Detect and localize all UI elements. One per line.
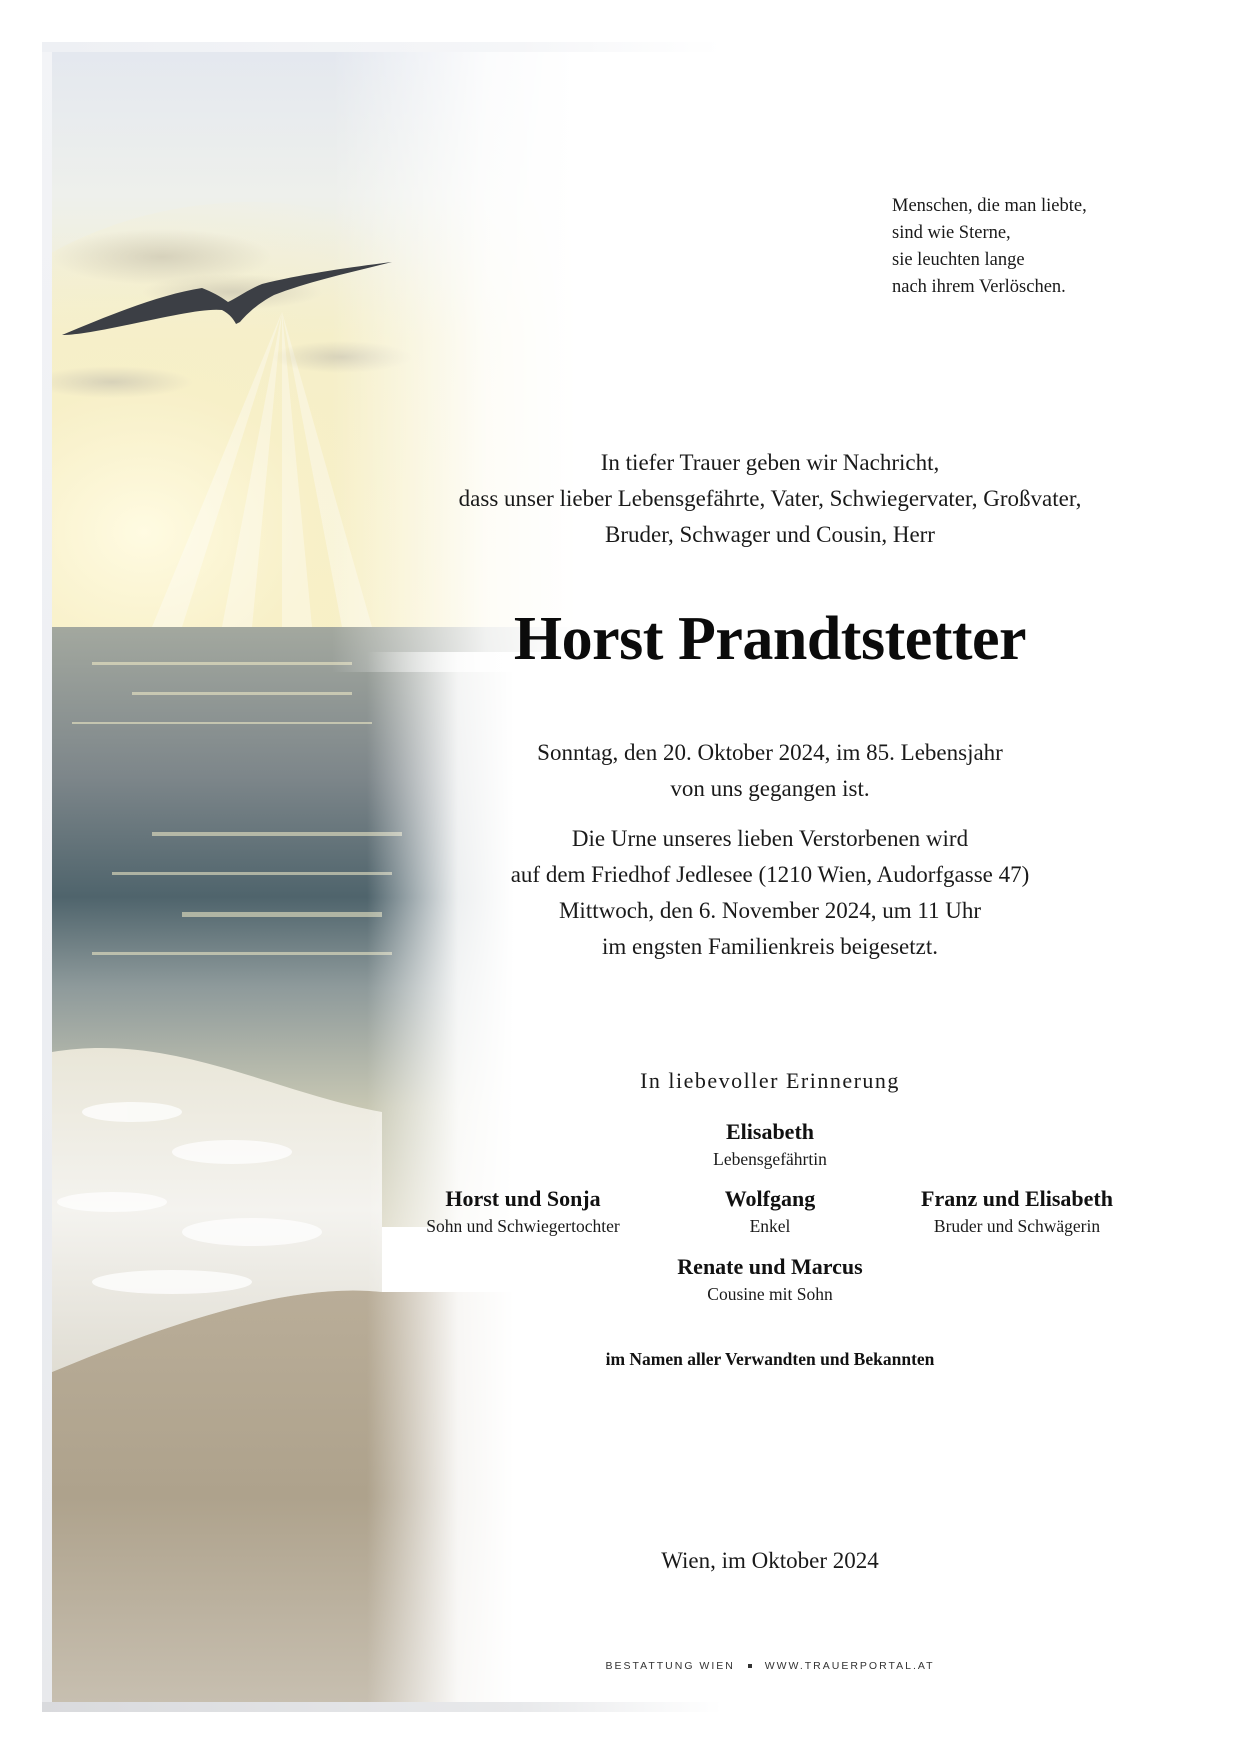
mourner-wolfgang xyxy=(640,1184,900,1238)
death-notice xyxy=(400,735,1140,807)
deceased-name: Horst Prandtstetter xyxy=(513,605,1027,673)
place-and-date: Wien, im Oktober 2024 xyxy=(661,1548,879,1573)
mourner-renate-und-marcus xyxy=(640,1252,900,1306)
mourner-relation: Lebensgefährtin xyxy=(713,1149,827,1169)
quote-line: sind wie Sterne, xyxy=(892,223,1011,243)
separator-square-icon xyxy=(748,1664,752,1668)
poem-quote xyxy=(892,193,1162,301)
mourner-name: Wolfgang xyxy=(724,1186,816,1211)
mourner-name: Renate und Marcus xyxy=(677,1254,863,1279)
footer-credit xyxy=(560,1660,980,1672)
mourner-relation: Bruder und Schwägerin xyxy=(933,1216,1101,1236)
footer-website-link[interactable]: WWW.TRAUERPORTAL.AT xyxy=(764,1660,935,1672)
intro-line: In tiefer Trauer geben wir Nachricht, xyxy=(600,450,940,475)
quote-line: nach ihrem Verlöschen. xyxy=(892,277,1066,297)
frame-border-top xyxy=(42,42,722,52)
memory-heading: In liebevoller Erinnerung xyxy=(640,1068,900,1093)
quote-line: Menschen, die man liebte, xyxy=(892,196,1087,216)
intro-line: Bruder, Schwager und Cousin, Herr xyxy=(605,522,935,547)
mourner-horst-und-sonja xyxy=(393,1184,653,1238)
intro-line: dass unser lieber Lebensgefährte, Vater, Schwiegervater, Großvater, xyxy=(458,486,1082,511)
mourner-name: Horst und Sonja xyxy=(445,1186,601,1211)
death-line: von uns gegangen ist. xyxy=(670,776,870,801)
burial-details xyxy=(400,821,1140,965)
burial-line: Mittwoch, den 6. November 2024, um 11 Uhr xyxy=(558,898,982,923)
mourner-relation: Enkel xyxy=(749,1216,791,1236)
mourner-name: Elisabeth xyxy=(725,1119,815,1144)
frame-border-bottom xyxy=(42,1702,722,1712)
quote-line: sie leuchten lange xyxy=(892,250,1025,270)
announcement-intro xyxy=(400,445,1140,553)
frame-border-left xyxy=(42,42,52,1712)
burial-line: Die Urne unseres lieben Verstorbenen wird xyxy=(571,826,969,851)
on-behalf-line: im Namen aller Verwandten und Bekannten xyxy=(605,1349,935,1369)
mourner-relation: Cousine mit Sohn xyxy=(707,1284,833,1304)
mourner-elisabeth xyxy=(640,1117,900,1171)
mourner-name: Franz und Elisabeth xyxy=(921,1186,1113,1211)
footer-company: BESTATTUNG WIEN xyxy=(605,1660,735,1672)
burial-line: im engsten Familienkreis beigesetzt. xyxy=(602,934,938,959)
death-line: Sonntag, den 20. Oktober 2024, im 85. Lebensjahr xyxy=(537,740,1003,765)
mourner-relation: Sohn und Schwiegertochter xyxy=(426,1216,620,1236)
mourner-franz-und-elisabeth xyxy=(887,1184,1147,1238)
burial-line: auf dem Friedhof Jedlesee (1210 Wien, Audorfgasse 47) xyxy=(510,862,1030,887)
